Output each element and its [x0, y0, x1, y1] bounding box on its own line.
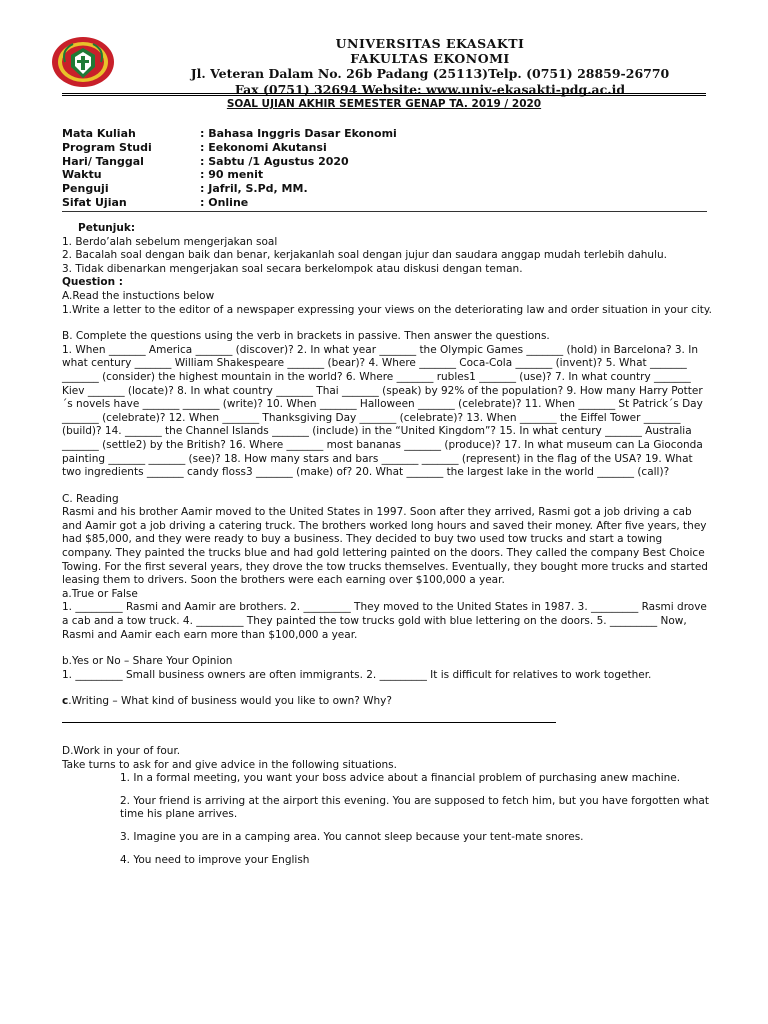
situation-item: 4. You need to improve your English — [120, 853, 310, 866]
info-row — [62, 141, 397, 155]
info-row — [62, 127, 397, 141]
section-a-heading: A.Read the instuctions below — [62, 289, 215, 302]
info-label: Sifat Ujian — [62, 195, 127, 209]
website-link[interactable]: www.univ-ekasakti-pdg.ac.id — [426, 82, 626, 97]
info-row — [62, 196, 397, 210]
info-label: Hari/ Tanggal — [62, 154, 144, 168]
info-value: : Sabtu /1 Agustus 2020 — [200, 154, 349, 168]
fax-text: Fax (0751) 32694 Website: — [234, 82, 426, 97]
petunjuk-item: 1. Berdo’alah sebelum mengerjakan soal — [62, 235, 278, 248]
exam-title: SOAL UJIAN AKHIR SEMESTER GENAP TA. 2019 / 2020 — [226, 98, 542, 110]
info-label: Mata Kuliah — [62, 127, 136, 140]
info-value: : Online — [200, 195, 249, 209]
university-name: UNIVERSITAS EKASAKTI — [335, 36, 525, 51]
info-label: Program Studi — [62, 140, 152, 154]
address-line: Jl. Veteran Dalam No. 26b Padang (25113)Telp. (0751) 28859-26770 — [190, 66, 670, 81]
section-b-heading: B. Complete the questions using the verb in brackets in passive. Then answer the questions. — [62, 330, 550, 343]
yes-no-text: 1. _________ Small business owners are often immigrants. 2. _________ It is difficult for relatives to work together. — [62, 668, 652, 681]
answer-line[interactable] — [62, 712, 556, 723]
yes-no-heading: b.Yes or No – Share Your Opinion — [62, 655, 233, 668]
situation-item: 1. In a formal meeting, you want your boss advice about a financial problem of purchasing anew machine. — [120, 772, 681, 785]
info-label: Penguji — [62, 182, 109, 196]
petunjuk-item: 3. Tidak dibenarkan mengerjakan soal secara berkelompok atau diskusi dengan teman. — [62, 262, 523, 275]
info-label: Waktu — [62, 168, 102, 182]
info-value: : Eekonomi Akutansi — [200, 140, 327, 154]
header-rule — [62, 93, 706, 94]
situation-item: 3. Imagine you are in a camping area. You cannot sleep because your tent-mate snores. — [120, 830, 584, 843]
letterhead — [160, 36, 700, 98]
info-value: : Bahasa Inggris Dasar Ekonomi — [200, 127, 397, 140]
question-heading: Question : — [62, 276, 123, 289]
situation-item: 2. Your friend is arriving at the airport this evening. You are supposed to fetch him, but you have forgotten what time his plane arrives. — [120, 794, 709, 821]
section-d-intro: Take turns to ask for and give advice in the following situations. — [62, 758, 397, 771]
university-logo — [51, 36, 115, 88]
exam-body — [62, 222, 712, 876]
section-d-heading: D.Work in your of four. — [62, 745, 181, 757]
reading-passage: Rasmi and his brother Aamir moved to the United States in 1997. Soon after they arrived, Rasmi got a job driving a cab and Aamir got a job driving a catering truck. The brothers worked long hours and saved their money. After five years, they had $85,000, and they were ready to buy a business. They decided to buy two used tow trucks and start a towing company. They painted the trucks blue and had gold lettering painted on the doors. They called the company Best Choice Towing. For the first several years, they drove the tow trucks themselves. Eventually, they bought more trucks and started leasing them to drivers. Soon the brothers were each earning over $100,000 a year. — [62, 506, 708, 587]
section-a-text: 1.Write a letter to the editor of a newspaper expressing your views on the deteriorating law and order situation in your city. — [62, 303, 712, 316]
info-row — [62, 168, 397, 182]
info-value: : Jafril, S.Pd, MM. — [200, 182, 308, 196]
true-false-heading: a.True or False — [62, 587, 138, 600]
writing-text: .Writing – What kind of business would you like to own? Why? — [68, 695, 392, 708]
info-value: : 90 menit — [200, 168, 264, 182]
exam-info — [62, 127, 397, 210]
info-row — [62, 155, 397, 169]
true-false-text: 1. _________ Rasmi and Aamir are brothers. 2. _________ They moved to the United States in 1987. 3. _________ Rasmi drove a cab and a tow truck. 4. _________ They painted the tow trucks gold with blue lettering on the doors. 5. _________ Now, Rasmi and Aamir each earn more than $100,000 a year. — [62, 601, 707, 641]
writing-prefix: c — [62, 695, 69, 708]
section-b-text: 1. When _______ America _______ (discover)? 2. In what year _______ the Olympic Games _______ (hold) in Barcelona? 3. In what century _______ William Shakespeare _______ (bear)? 4. Where _______ Coca-Cola _______ (invent)? 5. What _______ _______ (consider) the highest mountain in the world? 6. Where _______ rubles1 _______ (use)? 7. In what country _______ Kiev _______ (locate)? 8. In what country _______ Thai _______ (speak) by 92% of the population? 9. How many Harry Potter´s novels have _______ _______ (write)? 10. When _______ Halloween _______ (celebrate)? 11. When _______ St Patrick´s Day _______ (celebrate)? 12. When _______ Thanksgiving Day _______ (celebrate)? 13. When _______ the Eiffel Tower _______ (build)? 14. _______ the Channel Islands _______ (include) in the “United Kingdom”? 15. In what century _______ Australia _______ (settle2) by the British? 16. Where _______ most bananas _______ (produce)? 17. In what museum can La Gioconda painting _______ _______ (see)? 18. How many stars and bars _______ _______ (represent) in the flag of the USA? 19. What two ingredients _______ candy floss3 _______ (make) of? 20. What _______ the largest lake in the world _______ (call)? — [62, 343, 703, 479]
faculty-name: FAKULTAS EKONOMI — [350, 51, 510, 66]
info-row — [62, 182, 397, 196]
section-c-heading: C. Reading — [62, 492, 119, 505]
petunjuk-heading: Petunjuk: — [78, 222, 136, 234]
divider — [62, 211, 707, 212]
situation-list — [62, 772, 712, 867]
petunjuk-item: 2. Bacalah soal dengan baik dan benar, kerjakanlah soal dengan jujur dan saudara anggap mudah terlebih dahulu. — [62, 249, 667, 262]
writing-question — [62, 695, 712, 709]
header-rule-2 — [62, 95, 706, 96]
